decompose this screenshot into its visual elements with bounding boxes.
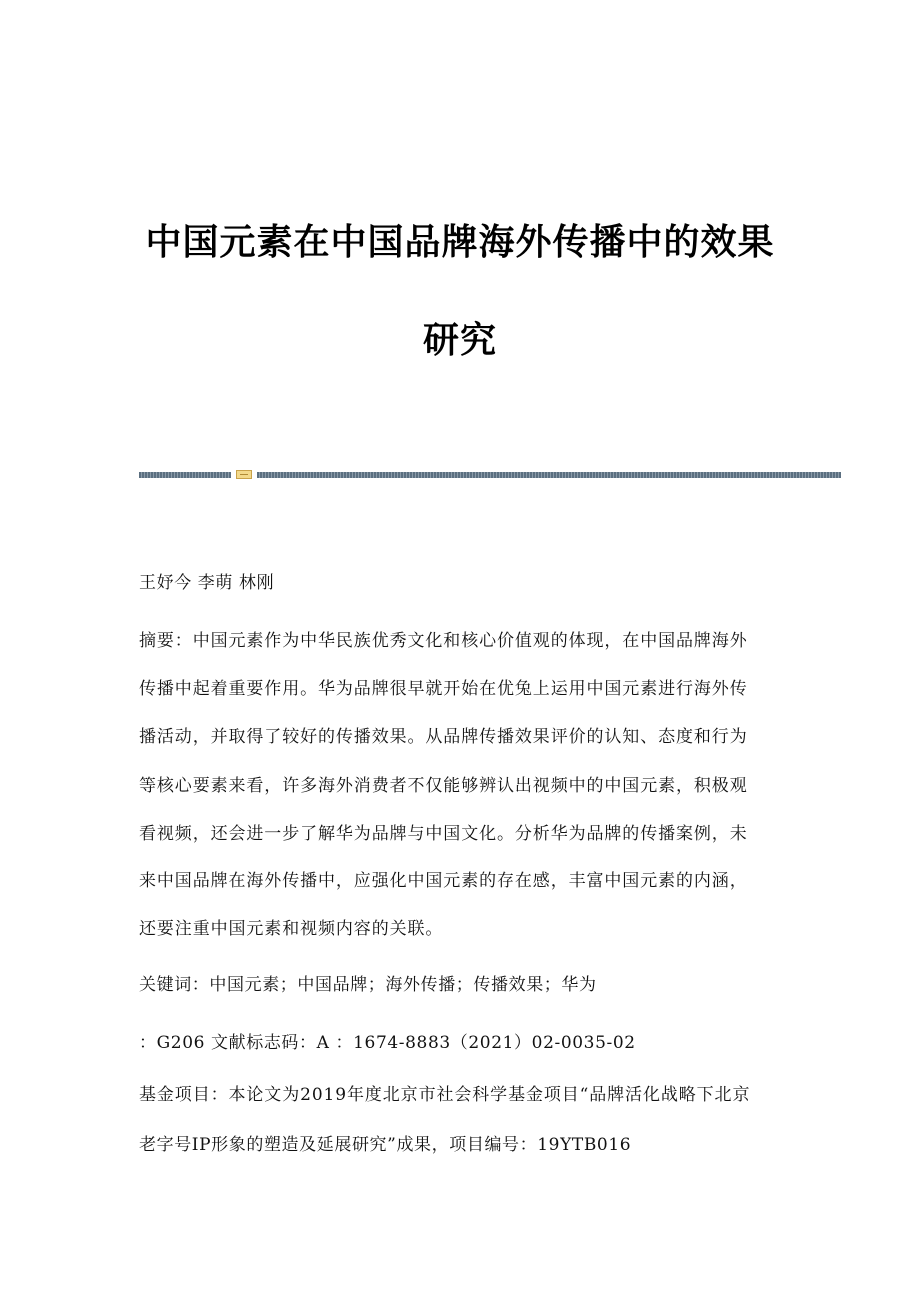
paper-title-line-1: 中国元素在中国品牌海外传播中的效果 (145, 222, 775, 263)
divider-bar-left (139, 472, 231, 478)
divider-bar-right (257, 472, 841, 478)
abstract-line: 来中国品牌在海外传播中，应强化中国元素的存在感，丰富中国元素的内涵， (139, 871, 748, 891)
paper-title-line-2: 研究 (422, 320, 497, 361)
authors: 王妤今 李萌 林刚 (139, 573, 275, 593)
divider-ornament-icon (236, 470, 252, 479)
abstract-line: 传播中起着重要作用。华为品牌很早就开始在优兔上运用中国元素进行海外传 (139, 679, 748, 699)
abstract-line: 还要注重中国元素和视频内容的关联。 (139, 919, 444, 939)
keywords: 关键词：中国元素；中国品牌；海外传播；传播效果；华为 (139, 975, 597, 995)
abstract-line: 播活动，并取得了较好的传播效果。从品牌传播效果评价的认知、态度和行为 (139, 727, 748, 747)
abstract-line: 看视频，还会进一步了解华为品牌与中国文化。分析华为品牌的传播案例，未 (139, 824, 748, 844)
classification-codes: ：G206 文献标志码：A ：1674-8883（2021）02-0035-02 (139, 1033, 636, 1053)
fund-info-line-2: 老字号IP形象的塑造及延展研究”成果，项目编号：19YTB016 (139, 1135, 632, 1155)
title-divider (139, 470, 841, 479)
abstract-line: 等核心要素来看，许多海外消费者不仅能够辨认出视频中的中国元素，积极观 (139, 776, 748, 796)
fund-info-line-1: 基金项目：本论文为2019年度北京市社会科学基金项目“品牌活化战略下北京 (139, 1085, 751, 1105)
abstract-line: 摘要：中国元素作为中华民族优秀文化和核心价值观的体现，在中国品牌海外 (139, 631, 748, 651)
